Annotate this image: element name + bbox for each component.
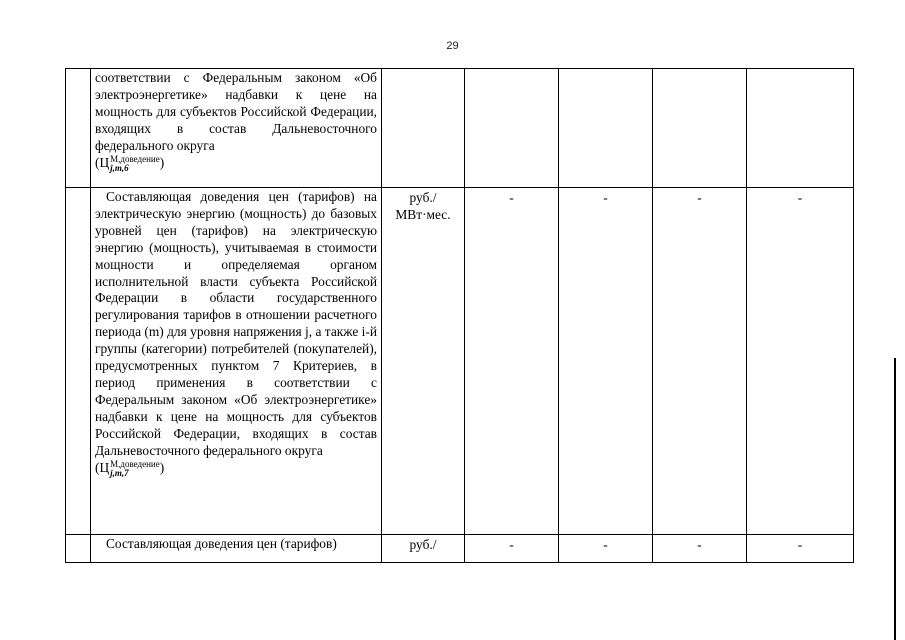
formula-superscript: М,доведение [110, 153, 160, 164]
table-row [66, 188, 854, 535]
unit-line-2: МВт·мес. [395, 206, 451, 222]
formula-subscript: j,m,6 [110, 162, 129, 173]
value-cell [465, 188, 559, 535]
table-row [66, 69, 854, 188]
value-cell [559, 188, 653, 535]
value-text: - [509, 190, 514, 205]
row-number-cell [66, 535, 91, 563]
value-text: - [797, 537, 803, 552]
formula-close: ) [159, 154, 165, 170]
unit-cell [382, 188, 465, 535]
value-text: - [697, 537, 702, 552]
row-number-cell [66, 69, 91, 188]
value-cell [653, 535, 747, 563]
value-cell [653, 69, 747, 188]
formula-open: (Ц [95, 459, 110, 475]
description-text: соответствии с Федеральным законом «Об электроэнергетике» надбавки к цене на мощность для субъектов Российской Федерации, входящих в состав Дальневосточного федерального округа [95, 70, 377, 153]
value-cell [465, 535, 559, 563]
table-row [66, 535, 854, 563]
formula-open: (Ц [95, 154, 110, 170]
formula-close: ) [159, 459, 165, 475]
value-text: - [509, 537, 514, 552]
scan-edge-line [894, 358, 896, 640]
description-cell [91, 188, 382, 535]
value-cell [747, 69, 854, 188]
value-text: - [603, 537, 608, 552]
value-cell [559, 535, 653, 563]
formula [95, 460, 164, 478]
unit-line-1: руб./ [409, 190, 437, 205]
value-text: - [603, 190, 608, 205]
value-cell [747, 535, 854, 563]
unit-text: руб./ [409, 537, 437, 552]
description-text: Составляющая доведения цен (тарифов) [106, 536, 337, 551]
page-number: 29 [446, 40, 459, 52]
description-cell [91, 535, 382, 563]
value-cell [747, 188, 854, 535]
formula [95, 155, 164, 173]
row-number-cell [66, 188, 91, 535]
value-text: - [697, 190, 702, 205]
unit-cell [382, 535, 465, 563]
description-cell [91, 69, 382, 188]
description-text: Составляющая доведения цен (тарифов) на электрическую энергию (мощность) до базовых уровней цен (тарифов) на электрическую энергию (мощность), учитываемая в стоимости мощности и определяемая органом исполнительной власти субъекта Российской Федерации в области государственного регулирования тарифов в отношении расчетного периода (m) для уровня напряжения j, а также i-й группы (категории) потребителей (покупателей), предусмотренных пунктом 7 Критериев, в период применения в соответствии с Федеральным законом «Об электроэнергетике» надбавки к цене на мощность для субъектов Российской Федерации, входящих в состав Дальневосточного федерального округа [95, 189, 377, 458]
value-cell [465, 69, 559, 188]
unit-cell [382, 69, 465, 188]
value-text: - [797, 190, 803, 205]
value-cell [559, 69, 653, 188]
tariff-table [65, 68, 854, 563]
formula-subscript: j,m,7 [110, 467, 129, 478]
value-cell [653, 188, 747, 535]
formula-superscript: М,доведение [110, 458, 160, 469]
